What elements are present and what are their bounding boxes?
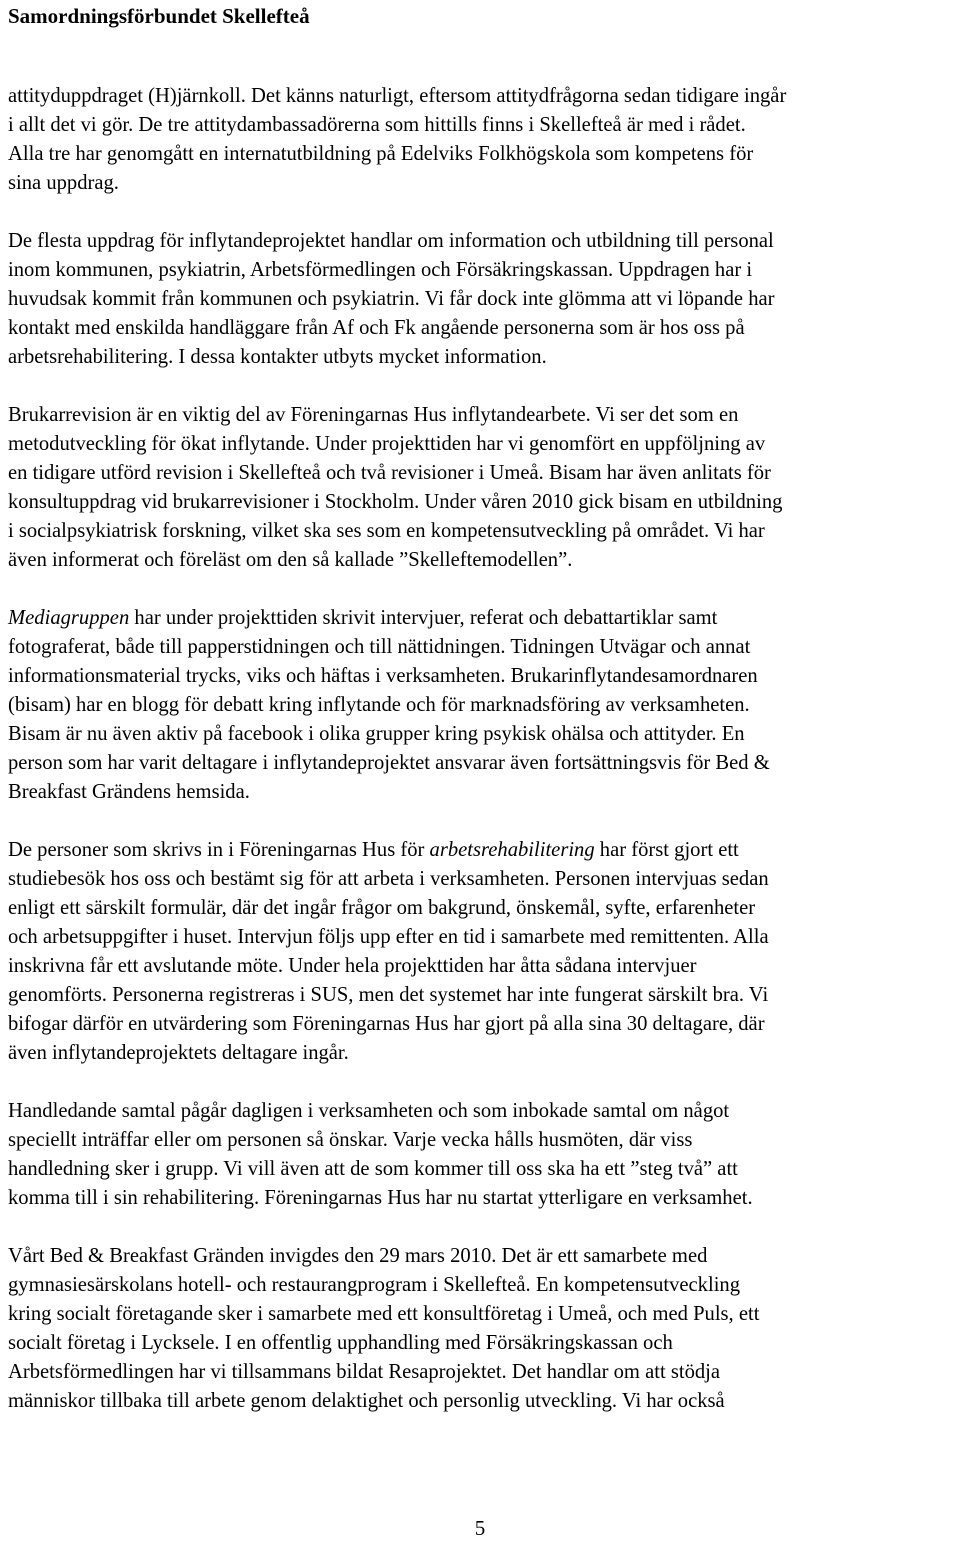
text-line: enligt ett särskilt formulär, där det ingår frågor om bakgrund, önskemål, syfte, erfarenheter xyxy=(8,897,756,919)
text-line: komma till i sin rehabilitering. Föreningarnas Hus har nu startat ytterligare en verksamhet. xyxy=(8,1187,753,1209)
text-line: (bisam) har en blogg för debatt kring inflytande och för marknadsföring av verksamheten. xyxy=(8,694,750,716)
page-number: 5 xyxy=(474,1516,486,1540)
text-line: konsultuppdrag vid brukarrevisioner i Stockholm. Under våren 2010 gick bisam en utbildning xyxy=(8,491,783,513)
text-line: kontakt med enskilda handläggare från Af och Fk angående personerna som är hos oss på xyxy=(8,317,745,339)
text-line: i allt det vi gör. De tre attitydambassadörerna som hittills finns i Skellefteå är med i rådet. xyxy=(8,114,746,136)
paragraph-work-rehabilitation xyxy=(8,836,948,1068)
text-line: Breakfast Grändens hemsida. xyxy=(8,781,250,803)
text-run: De personer som skrivs in i Föreningarnas Hus för xyxy=(8,839,430,861)
italic-term: Mediagruppen xyxy=(8,607,130,629)
text-line: metodutveckling för ökat inflytande. Under projekttiden har vi genomfört en uppföljning av xyxy=(8,433,766,455)
text-line: Vårt Bed & Breakfast Gränden invigdes den 29 mars 2010. Det är ett samarbete med xyxy=(8,1245,708,1267)
text-line: sina uppdrag. xyxy=(8,172,119,194)
text-line: inom kommunen, psykiatrin, Arbetsförmedlingen och Försäkringskassan. Uppdragen har i xyxy=(8,259,753,281)
text-line: bifogar därför en utvärdering som Föreningarnas Hus har gjort på alla sina 30 deltagare, där xyxy=(8,1013,765,1035)
paragraph-bed-and-breakfast xyxy=(8,1242,948,1416)
text-line: De flesta uppdrag för inflytandeprojektet handlar om information och utbildning till personal xyxy=(8,230,774,252)
document-body xyxy=(8,82,948,1445)
text-line: speciellt inträffar eller om personen så önskar. Varje vecka hålls husmöten, där viss xyxy=(8,1129,693,1151)
text-line: gymnasiesärskolans hotell- och restaurangprogram i Skellefteå. En kompetensutveckling xyxy=(8,1274,741,1296)
paragraph-attitude-ambassadors xyxy=(8,82,948,198)
paragraph-assignments xyxy=(8,227,948,372)
text-line: studiebesök hos oss och bestämt sig för att arbeta i verksamheten. Personen intervjuas sedan xyxy=(8,868,769,890)
text-line: även informerat och föreläst om den så kallade ”Skelleftemodellen”. xyxy=(8,549,573,571)
text-line: handledning sker i grupp. Vi vill även att de som kommer till oss ska ha ett ”steg två” att xyxy=(8,1158,738,1180)
text-line: socialt företag i Lycksele. I en offentlig upphandling med Försäkringskassan och xyxy=(8,1332,673,1354)
text-line: i socialpsykiatrisk forskning, vilket ska ses som en kompetensutveckling på området. Vi har xyxy=(8,520,765,542)
text-line: genomförts. Personerna registreras i SUS, men det systemet har inte fungerat särskilt bra. Vi xyxy=(8,984,769,1006)
paragraph-media-group xyxy=(8,604,948,807)
text-line: inskrivna får ett avslutande möte. Under hela projekttiden har åtta sådana intervjuer xyxy=(8,955,697,977)
text-line: Brukarrevision är en viktig del av Föreningarnas Hus inflytandearbete. Vi ser det som en xyxy=(8,404,739,426)
text-line: arbetsrehabilitering. I dessa kontakter utbyts mycket information. xyxy=(8,346,547,368)
text-line xyxy=(8,604,948,633)
page-header: Samordningsförbundet Skellefteå xyxy=(8,4,310,28)
text-line xyxy=(8,836,948,865)
text-line: även inflytandeprojektets deltagare ingår. xyxy=(8,1042,349,1064)
text-line: informationsmaterial trycks, viks och häftas i verksamheten. Brukarinflytandesamordnaren xyxy=(8,665,758,687)
paragraph-guidance-talks xyxy=(8,1097,948,1213)
text-line: kring socialt företagande sker i samarbete med ett konsultföretag i Umeå, och med Puls, ett xyxy=(8,1303,760,1325)
text-line: Arbetsförmedlingen har vi tillsammans bildat Resaprojektet. Det handlar om att stödja xyxy=(8,1361,721,1383)
text-line: person som har varit deltagare i inflytandeprojektet ansvarar även fortsättningsvis för Bed & xyxy=(8,752,770,774)
text-line: Alla tre har genomgått en internatutbildning på Edelviks Folkhögskola som kompetens för xyxy=(8,143,754,165)
text-line: huvudsak kommit från kommunen och psykiatrin. Vi får dock inte glömma att vi löpande har xyxy=(8,288,775,310)
text-line: en tidigare utförd revision i Skellefteå och två revisioner i Umeå. Bisam har även anlitats för xyxy=(8,462,771,484)
text-line: Bisam är nu även aktiv på facebook i olika grupper kring psykisk ohälsa och attityder. En xyxy=(8,723,745,745)
text-line: och arbetsuppgifter i huset. Intervjun följs upp efter en tid i samarbete med remittenten. Alla xyxy=(8,926,769,948)
text-line: Handledande samtal pågår dagligen i verksamheten och som inbokade samtal om något xyxy=(8,1100,730,1122)
text-line: människor tillbaka till arbete genom delaktighet och personlig utveckling. Vi har också xyxy=(8,1390,725,1412)
text-line: attityduppdraget (H)järnkoll. Det känns naturligt, eftersom attitydfrågorna sedan tidigare ingår xyxy=(8,85,787,107)
paragraph-user-revision xyxy=(8,401,948,575)
italic-term: arbetsrehabilitering xyxy=(429,839,595,861)
text-run: har först gjort ett xyxy=(594,839,739,861)
text-line: fotograferat, både till papperstidningen och till nättidningen. Tidningen Utvägar och annat xyxy=(8,636,751,658)
text-run: har under projekttiden skrivit intervjuer, referat och debattartiklar samt xyxy=(129,607,718,629)
